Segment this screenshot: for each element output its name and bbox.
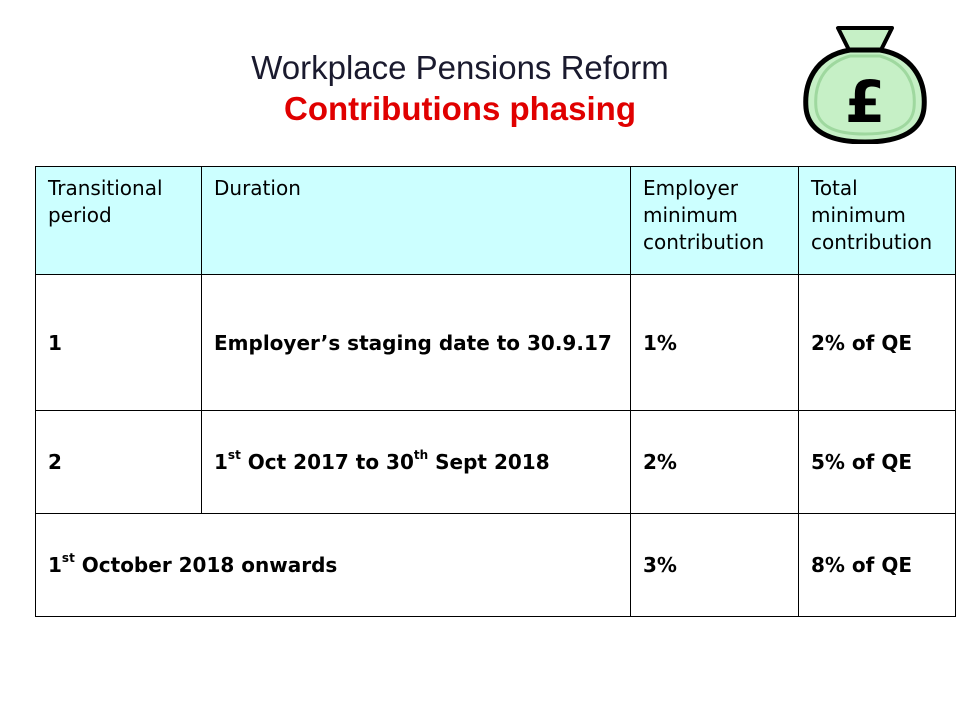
header-duration: Duration [202,167,631,275]
slide-title: Workplace Pensions Reform [251,49,669,86]
table-row [36,514,956,617]
cell-total: 8% of QE [799,514,956,617]
contributions-table [35,166,956,617]
cell-merged-period-duration: 1st October 2018 onwards [36,514,631,617]
cell-duration: 1st Oct 2017 to 30th Sept 2018 [202,411,631,514]
pound-symbol: £ [844,68,886,136]
cell-total: 5% of QE [799,411,956,514]
money-bag-icon [800,22,930,144]
table-row [36,275,956,411]
cell-period: 2 [36,411,202,514]
table-header-row [36,167,956,275]
cell-employer: 3% [631,514,799,617]
table-row [36,411,956,514]
cell-total: 2% of QE [799,275,956,411]
header-period: Transitional period [36,167,202,275]
cell-duration: Employer’s staging date to 30.9.17 [202,275,631,411]
slide-title-block [0,48,920,130]
cell-employer: 2% [631,411,799,514]
slide-subtitle: Contributions phasing [284,90,636,127]
cell-employer: 1% [631,275,799,411]
header-total: Total minimum contribution [799,167,956,275]
cell-period: 1 [36,275,202,411]
header-employer: Employer minimum contribution [631,167,799,275]
